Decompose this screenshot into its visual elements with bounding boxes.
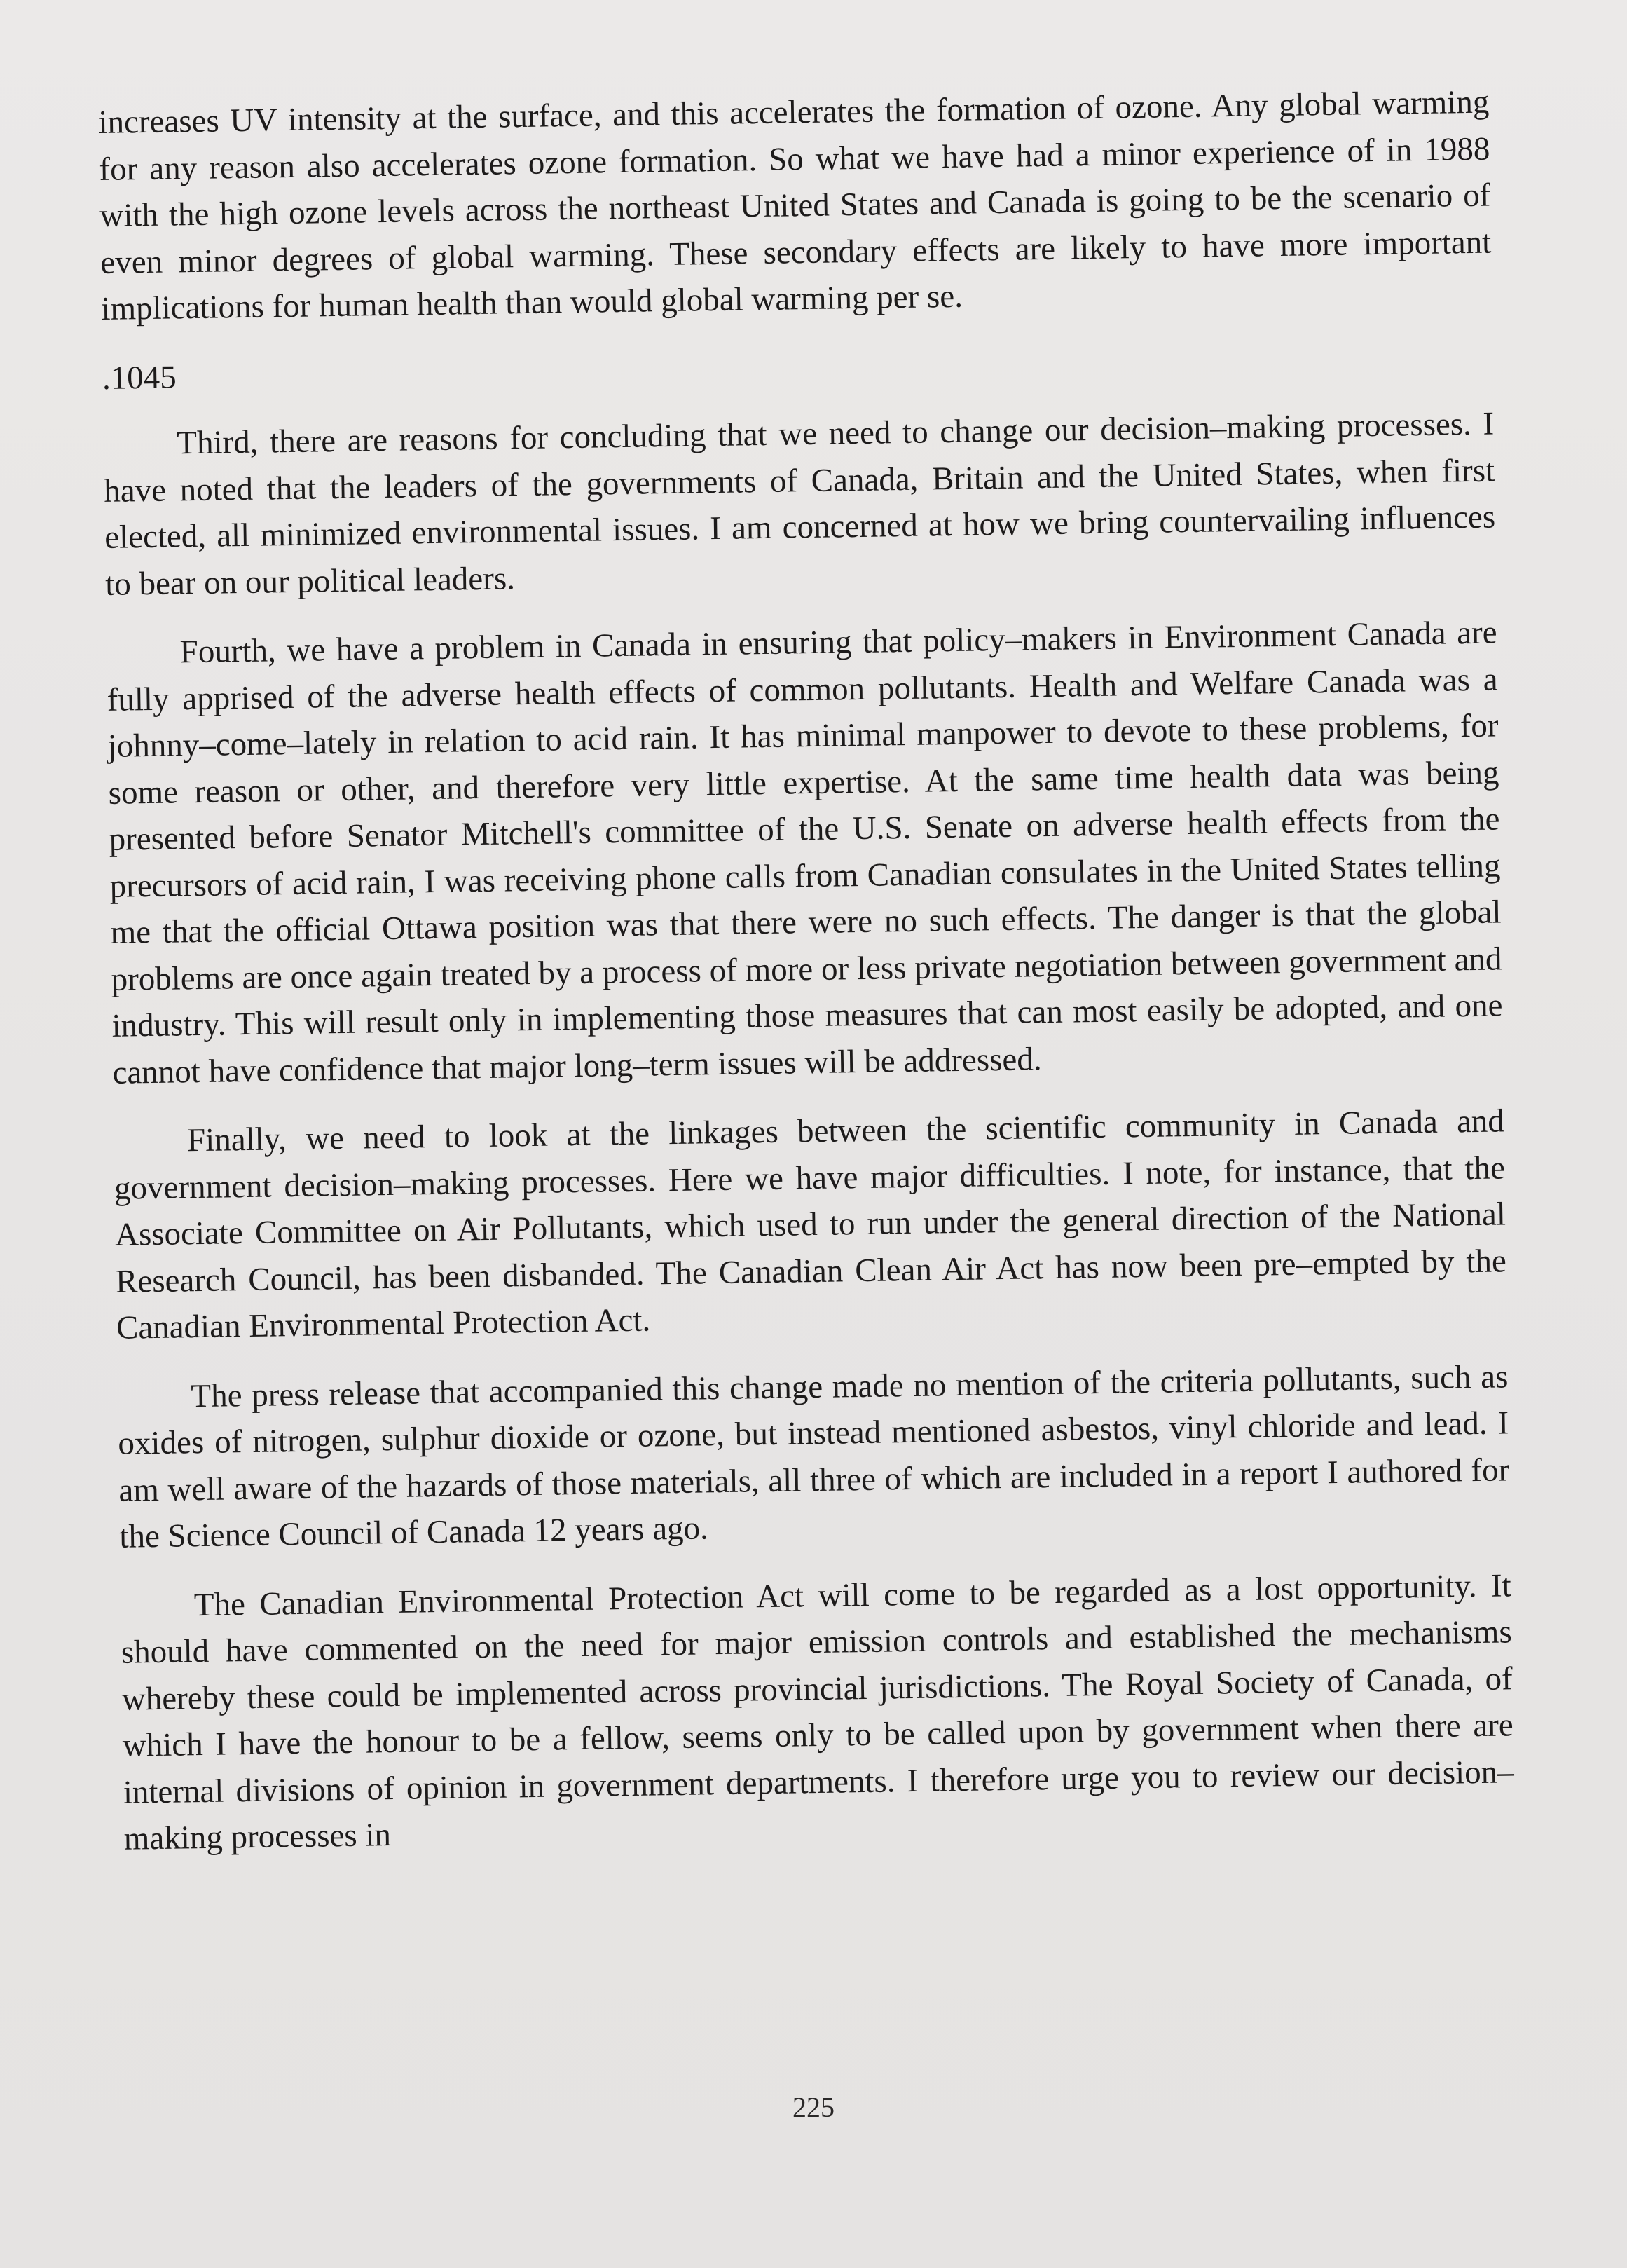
paragraph-third: Third, there are reasons for concluding that we need to change our decision–making processes. I have noted that the leaders of the governments of Canada, Britain and the United States, when first elected, all minimized environmental issues. I am concerned at how we bring countervailing influences to bear on our political leaders. <box>103 405 1496 603</box>
page-number: 225 <box>792 2091 835 2123</box>
paragraph-ozone-continuation: increases UV intensity at the surface, and this accelerates the formation of ozone. Any global warming for any reason also accelerates ozone formation. So what we have had a minor experience of in 1988 with the high ozone levels across the northeast United States and Canada is going to be the scenario of even minor degrees of global warming. These secondary effects are likely to have more important implications for human health than would global warming per se. <box>98 83 1492 327</box>
time-marker: .1045 <box>102 358 177 397</box>
paragraph-fourth: Fourth, we have a problem in Canada in ensuring that policy–makers in Environment Canada are fully apprised of the adverse health effects of common pollutants. Health and Welfare Canada was a johnny–come–lately in relation to acid rain. It has minimal manpower to devote to these problems, for some reason or other, and therefore very little expertise. At the same time health data was being presented before Senator Mitchell's committee of the U.S. Senate on adverse health effects from the precursors of acid rain, I was receiving phone calls from Canadian consulates in the United States telling me that the official Ottawa position was that there were no such effects. The danger is that the global problems are once again treated by a process of more or less private negotiation between government and industry. This will result only in implementing those measures that can most easily be adopted, and one cannot have confidence that major long–term issues will be addressed. <box>107 614 1503 1091</box>
paragraph-cepa: The Canadian Environmental Protection Act will come to be regarded as a lost opportunity. It should have commented on the need for major emission controls and established the mechanisms whereby these could be implemented across provincial jurisdictions. The Royal Society of Canada, of which I have the honour to be a fellow, seems only to be called upon by government when there are internal divisions of opinion in government departments. I therefore urge you to review our decision–making processes in <box>121 1566 1515 1857</box>
paragraph-press-release: The press release that accompanied this change made no mention of the criteria pollutants, such as oxides of nitrogen, sulphur dioxide or ozone, but instead mentioned asbestos, vinyl chloride and lead. I am well aware of the hazards of those materials, all three of which are included in a report I authored for the Science Council of Canada 12 years ago. <box>118 1358 1510 1555</box>
paragraph-finally: Finally, we need to look at the linkages between the scientific community in Canada and government decision–making processes. Here we have major difficulties. I note, for instance, that the Associate Committee on Air Pollutants, which used to run under the general direction of the National Research Council, has been disbanded. The Canadian Clean Air Act has now been pre–empted by the Canadian Environmental Protection Act. <box>114 1102 1507 1346</box>
body-text <box>98 79 1516 1885</box>
